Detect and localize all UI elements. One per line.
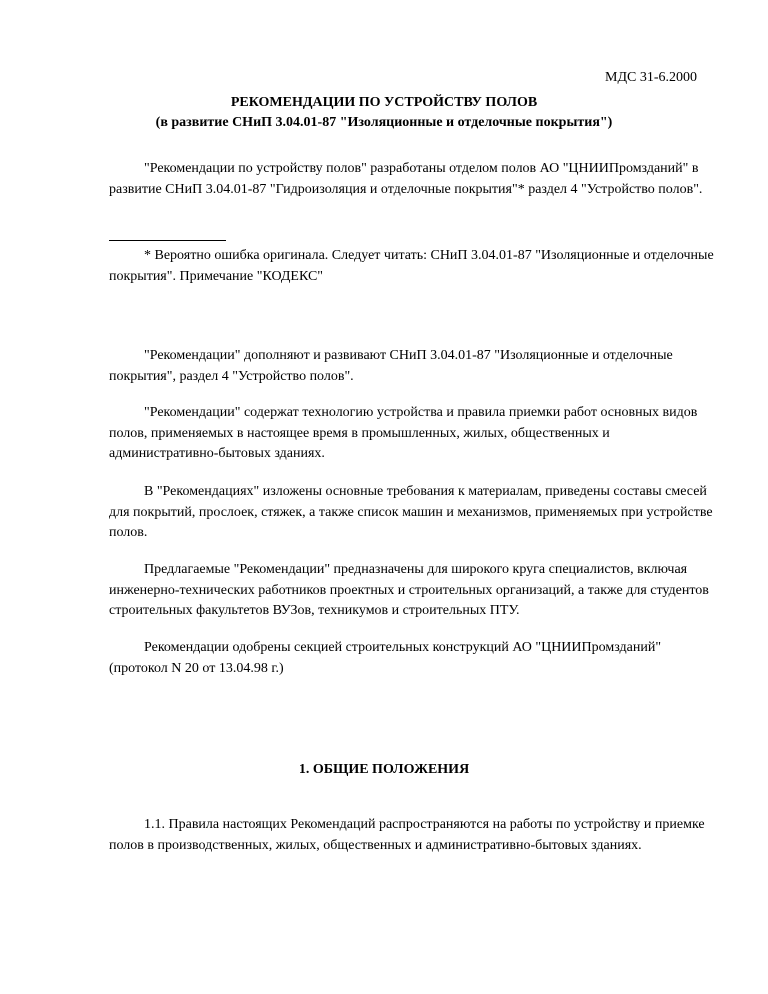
paragraph-requirements: В "Рекомендациях" изложены основные требования к материалам, приведены составы смесей для покрытий, прослоек, стяжек, а также список машин и механизмов, применяемых при устройстве полов. bbox=[109, 484, 713, 540]
intro-paragraph: "Рекомендации по устройству полов" разработаны отделом полов АО "ЦНИИПромзданий" в развитие СНиП 3.04.01-87 "Гидроизоляция и отделочные покрытия"* раздел 4 "Устройство полов". bbox=[109, 161, 703, 197]
document-code: МДС 31-6.2000 bbox=[605, 70, 697, 85]
document-title bbox=[0, 93, 768, 133]
title-line-2: (в развитие СНиП 3.04.01-87 "Изоляционные и отделочные покрытия") bbox=[155, 115, 613, 130]
footnote: * Вероятно ошибка оригинала. Следует читать: СНиП 3.04.01-87 "Изоляционные и отделочные покрытия". Примечание "КОДЕКС" bbox=[109, 248, 714, 284]
section-paragraph: 1.1. Правила настоящих Рекомендаций распространяются на работы по устройству и приемке полов в производственных, жилых, общественных и административно-бытовых зданиях. bbox=[109, 817, 705, 853]
paragraph-supplement: "Рекомендации" дополняют и развивают СНиП 3.04.01-87 "Изоляционные и отделочные покрытия", раздел 4 "Устройство полов". bbox=[109, 348, 673, 384]
section-heading: 1. ОБЩИЕ ПОЛОЖЕНИЯ bbox=[298, 762, 470, 777]
paragraph-approval: Рекомендации одобрены секцией строительных конструкций АО "ЦНИИПромзданий" (протокол N 20 от 13.04.98 г.) bbox=[109, 640, 662, 676]
footnote-divider bbox=[109, 240, 226, 241]
title-line-1: РЕКОМЕНДАЦИИ ПО УСТРОЙСТВУ ПОЛОВ bbox=[230, 95, 538, 110]
paragraph-contents: "Рекомендации" содержат технологию устройства и правила приемки работ основных видов полов, применяемых в настоящее время в промышленных, жилых, общественных и административно-бытовых зданиях. bbox=[109, 405, 698, 461]
paragraph-audience: Предлагаемые "Рекомендации" предназначены для широкого круга специалистов, включая инженерно-технических работников проектных и строительных организаций, а также для студентов строительных факультетов ВУЗов, техникумов и строительных ПТУ. bbox=[109, 562, 709, 618]
